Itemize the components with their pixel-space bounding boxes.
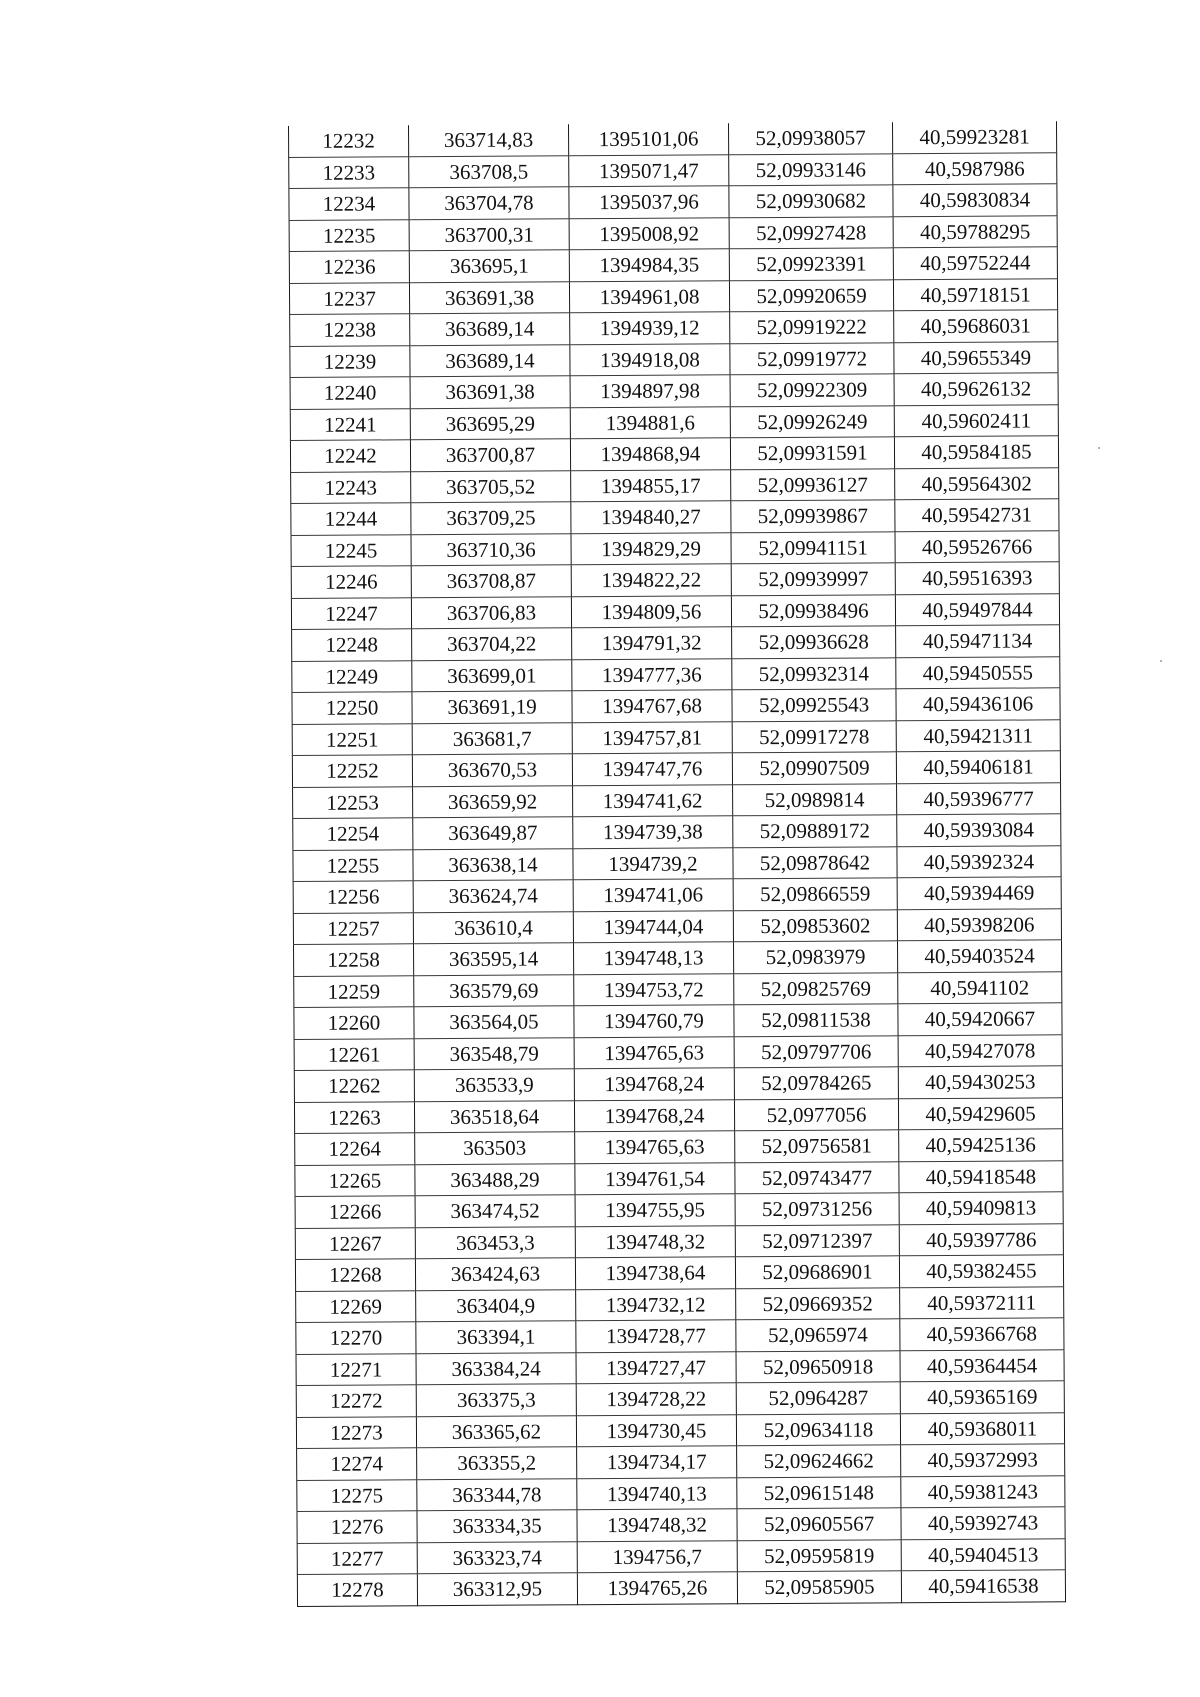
point-number-cell: 12255: [293, 849, 413, 881]
longitude-cell: 40,59923281: [892, 121, 1056, 153]
point-number-cell: 12266: [295, 1196, 415, 1228]
longitude-cell: 40,59420667: [898, 1003, 1062, 1036]
x-coordinate-cell: 363503: [415, 1132, 575, 1164]
y-coordinate-cell: 1394984,35: [569, 249, 729, 281]
point-number-cell: 12268: [295, 1259, 415, 1291]
x-coordinate-cell: 363312,95: [417, 1573, 577, 1605]
x-coordinate-cell: 363708,87: [411, 565, 571, 597]
latitude-cell: 52,09585905: [737, 1571, 901, 1604]
latitude-cell: 52,09926249: [730, 405, 894, 438]
table-row: [289, 215, 1057, 251]
x-coordinate-cell: 363344,78: [417, 1478, 577, 1510]
x-coordinate-cell: 363695,29: [410, 407, 570, 439]
y-coordinate-cell: 1394734,17: [577, 1446, 737, 1478]
x-coordinate-cell: 363681,7: [412, 722, 572, 754]
table-row: [291, 530, 1059, 566]
latitude-cell: 52,09927428: [729, 216, 893, 249]
table-row: [296, 1318, 1064, 1354]
x-coordinate-cell: 363705,52: [411, 470, 571, 502]
x-coordinate-cell: 363710,36: [411, 533, 571, 565]
point-number-cell: 12241: [290, 408, 410, 440]
longitude-cell: 40,59421311: [896, 719, 1060, 752]
longitude-cell: 40,59397786: [899, 1223, 1063, 1256]
latitude-cell: 52,09936628: [732, 626, 896, 659]
longitude-cell: 40,59584185: [894, 436, 1058, 469]
latitude-cell: 52,09634118: [736, 1413, 900, 1446]
x-coordinate-cell: 363659,92: [413, 785, 573, 817]
point-number-cell: 12267: [295, 1227, 415, 1259]
y-coordinate-cell: 1394732,12: [576, 1288, 736, 1320]
x-coordinate-cell: 363700,87: [410, 439, 570, 471]
latitude-cell: 52,09866559: [733, 878, 897, 911]
x-coordinate-cell: 363689,14: [410, 313, 570, 345]
point-number-cell: 12272: [296, 1385, 416, 1417]
table-row: [293, 814, 1061, 850]
point-number-cell: 12251: [292, 723, 412, 755]
x-coordinate-cell: 363704,22: [412, 628, 572, 660]
longitude-cell: 40,59409813: [899, 1192, 1063, 1225]
x-coordinate-cell: 363704,78: [409, 187, 569, 219]
point-number-cell: 12234: [289, 188, 409, 220]
longitude-cell: 40,59392743: [901, 1507, 1065, 1540]
table-row: [290, 404, 1058, 440]
table-row: [289, 247, 1057, 283]
point-number-cell: 12242: [290, 440, 410, 472]
x-coordinate-cell: 363488,29: [415, 1163, 575, 1195]
longitude-cell: 40,59686031: [894, 310, 1058, 343]
latitude-cell: 52,09939997: [731, 563, 895, 596]
point-number-cell: 12239: [290, 345, 410, 377]
x-coordinate-cell: 363691,38: [410, 376, 570, 408]
table-row: [292, 751, 1060, 787]
table-row: [290, 373, 1058, 409]
latitude-cell: 52,09938496: [731, 594, 895, 627]
longitude-cell: 40,59392324: [897, 845, 1061, 878]
y-coordinate-cell: 1395071,47: [569, 154, 729, 186]
point-number-cell: 12235: [289, 219, 409, 251]
x-coordinate-cell: 363708,5: [409, 155, 569, 187]
longitude-cell: 40,59602411: [894, 404, 1058, 437]
latitude-cell: 52,09825769: [734, 972, 898, 1005]
latitude-cell: 52,09923391: [729, 248, 893, 281]
latitude-cell: 52,09932314: [732, 657, 896, 690]
table-row: [290, 310, 1058, 346]
longitude-cell: 40,59365169: [900, 1381, 1064, 1414]
y-coordinate-cell: 1394730,45: [576, 1414, 736, 1446]
y-coordinate-cell: 1394809,56: [571, 595, 731, 627]
x-coordinate-cell: 363700,31: [409, 218, 569, 250]
x-coordinate-cell: 363691,38: [409, 281, 569, 313]
y-coordinate-cell: 1394739,2: [573, 847, 733, 879]
latitude-cell: 52,09925543: [732, 689, 896, 722]
y-coordinate-cell: 1394760,79: [574, 1005, 734, 1037]
y-coordinate-cell: 1394753,72: [574, 973, 734, 1005]
y-coordinate-cell: 1395008,92: [569, 217, 729, 249]
x-coordinate-cell: 363365,62: [416, 1415, 576, 1447]
table-row: [291, 562, 1059, 598]
latitude-cell: 52,09615148: [737, 1476, 901, 1509]
y-coordinate-cell: 1394765,63: [575, 1131, 735, 1163]
point-number-cell: 12276: [297, 1511, 417, 1543]
y-coordinate-cell: 1394744,04: [573, 910, 733, 942]
x-coordinate-cell: 363691,19: [412, 691, 572, 723]
longitude-cell: 40,59418548: [899, 1160, 1063, 1193]
y-coordinate-cell: 1394756,7: [577, 1540, 737, 1572]
scan-speck: [1160, 660, 1162, 662]
coordinates-table-body: [289, 121, 1066, 1606]
latitude-cell: 52,09939867: [731, 500, 895, 533]
y-coordinate-cell: 1394757,81: [572, 721, 732, 753]
latitude-cell: 52,0977056: [734, 1098, 898, 1131]
longitude-cell: 40,59526766: [895, 530, 1059, 563]
point-number-cell: 12265: [295, 1164, 415, 1196]
table-row: [291, 593, 1059, 629]
y-coordinate-cell: 1394768,24: [574, 1099, 734, 1131]
x-coordinate-cell: 363595,14: [413, 943, 573, 975]
point-number-cell: 12274: [297, 1448, 417, 1480]
latitude-cell: 52,09669352: [736, 1287, 900, 1320]
y-coordinate-cell: 1394868,94: [570, 438, 730, 470]
y-coordinate-cell: 1394755,95: [575, 1194, 735, 1226]
longitude-cell: 40,59381243: [901, 1475, 1065, 1508]
longitude-cell: 40,59368011: [900, 1412, 1064, 1445]
latitude-cell: 52,09712397: [735, 1224, 899, 1257]
latitude-cell: 52,09743477: [735, 1161, 899, 1194]
latitude-cell: 52,09931591: [730, 437, 894, 470]
y-coordinate-cell: 1394748,32: [575, 1225, 735, 1257]
x-coordinate-cell: 363670,53: [412, 754, 572, 786]
point-number-cell: 12249: [292, 660, 412, 692]
table-row: [290, 436, 1058, 472]
table-row: [292, 688, 1060, 724]
latitude-cell: 52,0983979: [733, 941, 897, 974]
longitude-cell: 40,59516393: [895, 562, 1059, 595]
longitude-cell: 40,59425136: [899, 1129, 1063, 1162]
latitude-cell: 52,09605567: [737, 1508, 901, 1541]
table-row: [295, 1129, 1063, 1165]
longitude-cell: 40,59752244: [893, 247, 1057, 280]
latitude-cell: 52,09797706: [734, 1035, 898, 1068]
latitude-cell: 52,09922309: [730, 374, 894, 407]
table-row: [293, 845, 1061, 881]
longitude-cell: 40,59364454: [900, 1349, 1064, 1382]
point-number-cell: 12273: [296, 1416, 416, 1448]
y-coordinate-cell: 1394740,13: [577, 1477, 737, 1509]
latitude-cell: 52,09650918: [736, 1350, 900, 1383]
table-row: [291, 499, 1059, 535]
table-row: [293, 877, 1061, 913]
y-coordinate-cell: 1394741,06: [573, 879, 733, 911]
longitude-cell: 40,59382455: [899, 1255, 1063, 1288]
longitude-cell: 40,59655349: [894, 341, 1058, 374]
x-coordinate-cell: 363610,4: [413, 911, 573, 943]
x-coordinate-cell: 363714,83: [408, 124, 568, 156]
x-coordinate-cell: 363323,74: [417, 1541, 577, 1573]
table-row: [295, 1223, 1063, 1259]
y-coordinate-cell: 1394768,24: [574, 1068, 734, 1100]
table-row: [289, 184, 1057, 220]
x-coordinate-cell: 363533,9: [414, 1069, 574, 1101]
table-row: [290, 341, 1058, 377]
point-number-cell: 12269: [296, 1290, 416, 1322]
x-coordinate-cell: 363695,1: [409, 250, 569, 282]
x-coordinate-cell: 363404,9: [416, 1289, 576, 1321]
x-coordinate-cell: 363424,63: [415, 1258, 575, 1290]
y-coordinate-cell: 1394765,26: [577, 1572, 737, 1604]
x-coordinate-cell: 363548,79: [414, 1037, 574, 1069]
coordinates-table: [288, 121, 1066, 1606]
y-coordinate-cell: 1394777,36: [572, 658, 732, 690]
latitude-cell: 52,09919772: [730, 342, 894, 375]
x-coordinate-cell: 363624,74: [413, 880, 573, 912]
y-coordinate-cell: 1394881,6: [570, 406, 730, 438]
longitude-cell: 40,59372111: [900, 1286, 1064, 1319]
table-row: [294, 1003, 1062, 1039]
point-number-cell: 12271: [296, 1353, 416, 1385]
longitude-cell: 40,59429605: [898, 1097, 1062, 1130]
point-number-cell: 12275: [297, 1479, 417, 1511]
y-coordinate-cell: 1394961,08: [569, 280, 729, 312]
point-number-cell: 12264: [295, 1133, 415, 1165]
x-coordinate-cell: 363564,05: [414, 1006, 574, 1038]
x-coordinate-cell: 363394,1: [416, 1321, 576, 1353]
point-number-cell: 12259: [294, 975, 414, 1007]
y-coordinate-cell: 1394738,64: [575, 1257, 735, 1289]
table-row: [289, 152, 1057, 188]
y-coordinate-cell: 1394918,08: [570, 343, 730, 375]
y-coordinate-cell: 1395037,96: [569, 186, 729, 218]
latitude-cell: 52,09917278: [732, 720, 896, 753]
longitude-cell: 40,5987986: [893, 152, 1057, 185]
point-number-cell: 12240: [290, 377, 410, 409]
point-number-cell: 12278: [297, 1574, 417, 1606]
longitude-cell: 40,59497844: [895, 593, 1059, 626]
latitude-cell: 52,09686901: [735, 1256, 899, 1289]
latitude-cell: 52,0965974: [736, 1319, 900, 1352]
latitude-cell: 52,09920659: [729, 279, 893, 312]
longitude-cell: 40,5941102: [898, 971, 1062, 1004]
point-number-cell: 12236: [289, 251, 409, 283]
table-row: [297, 1538, 1065, 1574]
table-row: [297, 1507, 1065, 1543]
x-coordinate-cell: 363453,3: [415, 1226, 575, 1258]
y-coordinate-cell: 1394767,68: [572, 690, 732, 722]
table-row: [296, 1349, 1064, 1385]
longitude-cell: 40,59450555: [896, 656, 1060, 689]
longitude-cell: 40,59471134: [896, 625, 1060, 658]
table-row: [296, 1286, 1064, 1322]
point-number-cell: 12247: [291, 597, 411, 629]
point-number-cell: 12248: [292, 629, 412, 661]
point-number-cell: 12246: [291, 566, 411, 598]
point-number-cell: 12263: [294, 1101, 414, 1133]
table-row: [297, 1570, 1065, 1606]
longitude-cell: 40,59393084: [897, 814, 1061, 847]
y-coordinate-cell: 1394829,29: [571, 532, 731, 564]
table-row: [295, 1255, 1063, 1291]
x-coordinate-cell: 363638,14: [413, 848, 573, 880]
y-coordinate-cell: 1394728,22: [576, 1383, 736, 1415]
longitude-cell: 40,59427078: [898, 1034, 1062, 1067]
x-coordinate-cell: 363474,52: [415, 1195, 575, 1227]
latitude-cell: 52,09889172: [733, 815, 897, 848]
latitude-cell: 52,09919222: [730, 311, 894, 344]
x-coordinate-cell: 363649,87: [413, 817, 573, 849]
y-coordinate-cell: 1394840,27: [571, 501, 731, 533]
latitude-cell: 52,09756581: [735, 1130, 899, 1163]
point-number-cell: 12250: [292, 692, 412, 724]
table-row: [295, 1192, 1063, 1228]
y-coordinate-cell: 1394747,76: [572, 753, 732, 785]
latitude-cell: 52,09878642: [733, 846, 897, 879]
latitude-cell: 52,09930682: [729, 185, 893, 218]
latitude-cell: 52,09938057: [728, 122, 892, 154]
point-number-cell: 12261: [294, 1038, 414, 1070]
table-row: [292, 625, 1060, 661]
longitude-cell: 40,59436106: [896, 688, 1060, 721]
y-coordinate-cell: 1394765,63: [574, 1036, 734, 1068]
y-coordinate-cell: 1394748,32: [577, 1509, 737, 1541]
latitude-cell: 52,09731256: [735, 1193, 899, 1226]
x-coordinate-cell: 363699,01: [412, 659, 572, 691]
point-number-cell: 12232: [289, 125, 409, 157]
y-coordinate-cell: 1394739,38: [573, 816, 733, 848]
table-row: [294, 1034, 1062, 1070]
table-row: [289, 121, 1057, 157]
longitude-cell: 40,59396777: [897, 782, 1061, 815]
latitude-cell: 52,09941151: [731, 531, 895, 564]
table-row: [289, 278, 1057, 314]
longitude-cell: 40,59372993: [901, 1444, 1065, 1477]
table-row: [297, 1444, 1065, 1480]
y-coordinate-cell: 1394728,77: [576, 1320, 736, 1352]
latitude-cell: 52,09811538: [734, 1004, 898, 1037]
x-coordinate-cell: 363518,64: [414, 1100, 574, 1132]
table-row: [295, 1160, 1063, 1196]
y-coordinate-cell: 1394791,32: [572, 627, 732, 659]
longitude-cell: 40,59394469: [897, 877, 1061, 910]
table-row: [297, 1475, 1065, 1511]
point-number-cell: 12243: [291, 471, 411, 503]
x-coordinate-cell: 363689,14: [410, 344, 570, 376]
latitude-cell: 52,09624662: [737, 1445, 901, 1478]
x-coordinate-cell: 363706,83: [411, 596, 571, 628]
point-number-cell: 12260: [294, 1007, 414, 1039]
table-row: [293, 940, 1061, 976]
longitude-cell: 40,59366768: [900, 1318, 1064, 1351]
scan-speck: [1098, 447, 1100, 449]
y-coordinate-cell: 1394939,12: [570, 312, 730, 344]
y-coordinate-cell: 1394748,13: [573, 942, 733, 974]
table-row: [293, 908, 1061, 944]
table-row: [296, 1412, 1064, 1448]
longitude-cell: 40,59404513: [901, 1538, 1065, 1571]
point-number-cell: 12258: [293, 944, 413, 976]
y-coordinate-cell: 1394822,22: [571, 564, 731, 596]
point-number-cell: 12270: [296, 1322, 416, 1354]
point-number-cell: 12262: [294, 1070, 414, 1102]
point-number-cell: 12244: [291, 503, 411, 535]
latitude-cell: 52,0964287: [736, 1382, 900, 1415]
x-coordinate-cell: 363375,3: [416, 1384, 576, 1416]
longitude-cell: 40,59406181: [896, 751, 1060, 784]
latitude-cell: 52,09595819: [737, 1539, 901, 1572]
y-coordinate-cell: 1395101,06: [568, 123, 728, 155]
point-number-cell: 12238: [290, 314, 410, 346]
point-number-cell: 12245: [291, 534, 411, 566]
y-coordinate-cell: 1394855,17: [571, 469, 731, 501]
x-coordinate-cell: 363355,2: [417, 1447, 577, 1479]
point-number-cell: 12254: [293, 818, 413, 850]
table-row: [294, 1097, 1062, 1133]
latitude-cell: 52,09907509: [732, 752, 896, 785]
longitude-cell: 40,59403524: [897, 940, 1061, 973]
x-coordinate-cell: 363334,35: [417, 1510, 577, 1542]
longitude-cell: 40,59718151: [893, 278, 1057, 311]
point-number-cell: 12257: [293, 912, 413, 944]
y-coordinate-cell: 1394897,98: [570, 375, 730, 407]
longitude-cell: 40,59398206: [897, 908, 1061, 941]
table-row: [294, 971, 1062, 1007]
y-coordinate-cell: 1394741,62: [573, 784, 733, 816]
point-number-cell: 12256: [293, 881, 413, 913]
point-number-cell: 12233: [289, 156, 409, 188]
longitude-cell: 40,59542731: [895, 499, 1059, 532]
point-number-cell: 12252: [292, 755, 412, 787]
longitude-cell: 40,59430253: [898, 1066, 1062, 1099]
table-row: [294, 1066, 1062, 1102]
y-coordinate-cell: 1394727,47: [576, 1351, 736, 1383]
latitude-cell: 52,0989814: [733, 783, 897, 816]
latitude-cell: 52,09936127: [731, 468, 895, 501]
table-row: [292, 719, 1060, 755]
point-number-cell: 12253: [293, 786, 413, 818]
longitude-cell: 40,59416538: [901, 1570, 1065, 1603]
table-row: [296, 1381, 1064, 1417]
table-row: [293, 782, 1061, 818]
point-number-cell: 12277: [297, 1542, 417, 1574]
latitude-cell: 52,09853602: [733, 909, 897, 942]
longitude-cell: 40,59564302: [895, 467, 1059, 500]
longitude-cell: 40,59626132: [894, 373, 1058, 406]
latitude-cell: 52,09933146: [729, 153, 893, 186]
x-coordinate-cell: 363579,69: [414, 974, 574, 1006]
y-coordinate-cell: 1394761,54: [575, 1162, 735, 1194]
longitude-cell: 40,59788295: [893, 215, 1057, 248]
longitude-cell: 40,59830834: [893, 184, 1057, 217]
table-row: [292, 656, 1060, 692]
point-number-cell: 12237: [289, 282, 409, 314]
table-row: [291, 467, 1059, 503]
x-coordinate-cell: 363709,25: [411, 502, 571, 534]
latitude-cell: 52,09784265: [734, 1067, 898, 1100]
x-coordinate-cell: 363384,24: [416, 1352, 576, 1384]
